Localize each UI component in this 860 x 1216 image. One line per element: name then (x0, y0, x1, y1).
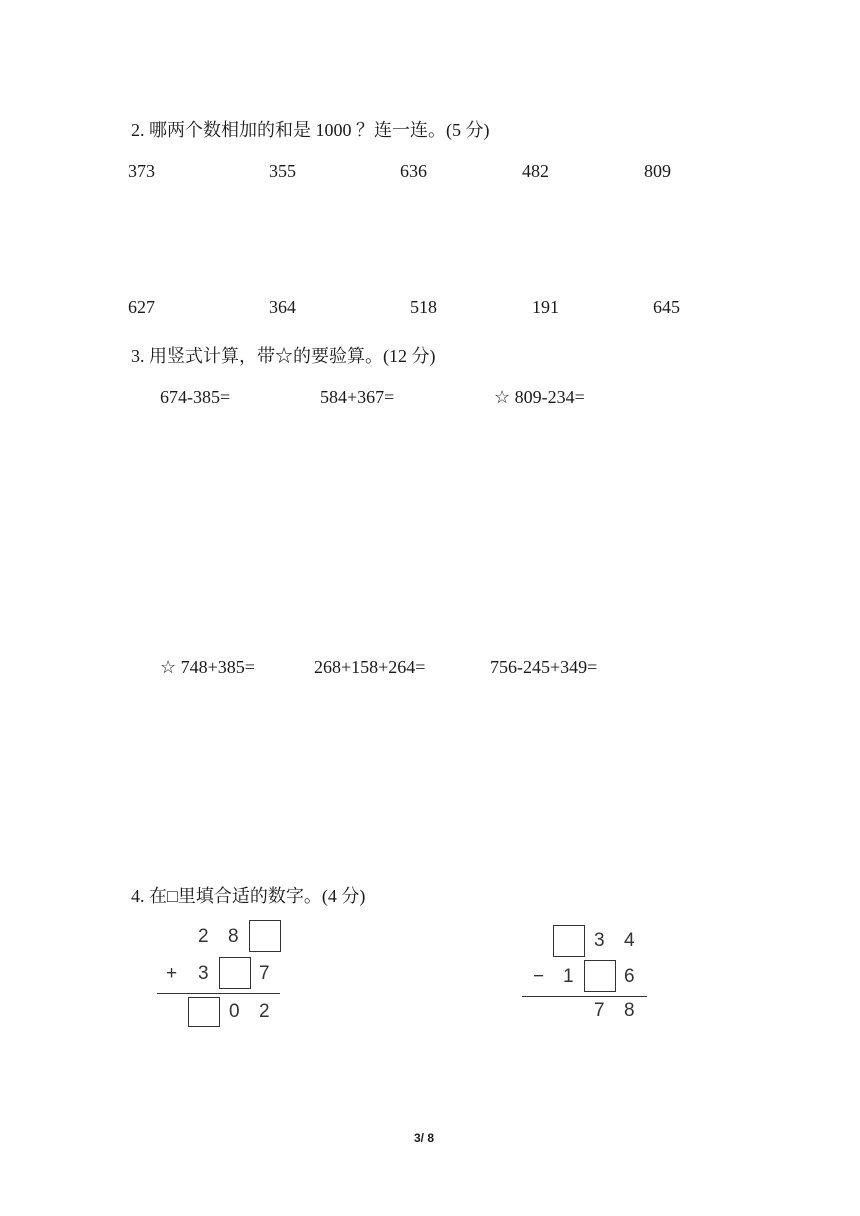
addition-digit: 0 (229, 1001, 240, 1022)
addition-blank-box-1[interactable] (249, 920, 281, 952)
calc-expression-3-starred: ☆ 809-234= (494, 387, 585, 407)
bottom-number-3[interactable]: 518 (410, 297, 437, 317)
calc-expression-5: 268+158+264= (314, 657, 426, 677)
question-4-title: 4. 在□里填合适的数字。(4 分) (131, 886, 366, 906)
addition-digit: 8 (228, 926, 239, 947)
bottom-number-1[interactable]: 627 (128, 297, 155, 317)
subtraction-blank-box-2[interactable] (584, 960, 616, 992)
top-number-1[interactable]: 373 (128, 161, 155, 181)
addition-digit: 2 (198, 926, 209, 947)
calc-expression-6: 756-245+349= (490, 657, 598, 677)
calc-expression-1: 674-385= (160, 387, 231, 407)
addition-digit: 3 (198, 963, 209, 984)
subtraction-digit: 3 (594, 930, 605, 951)
plus-sign: + (166, 963, 178, 984)
page-number: 3/ 8 (414, 1131, 435, 1145)
calc-expression-2: 584+367= (320, 387, 395, 407)
top-number-2[interactable]: 355 (269, 161, 296, 181)
top-number-3[interactable]: 636 (400, 161, 427, 181)
subtraction-digit: 8 (624, 1000, 635, 1021)
subtraction-difference-line (522, 996, 647, 997)
addition-blank-box-2[interactable] (219, 957, 251, 989)
bottom-number-5[interactable]: 645 (653, 297, 680, 317)
subtraction-digit: 6 (624, 966, 635, 987)
top-number-4[interactable]: 482 (522, 161, 549, 181)
addition-sum-line (157, 993, 280, 994)
question-2-title: 2. 哪两个数相加的和是 1000 ？连一连。(5 分) (131, 120, 490, 140)
addition-digit: 7 (259, 963, 270, 984)
bottom-number-4[interactable]: 191 (532, 297, 559, 317)
top-number-5[interactable]: 809 (644, 161, 671, 181)
subtraction-digit: 1 (563, 966, 574, 987)
bottom-number-2[interactable]: 364 (269, 297, 296, 317)
addition-blank-box-3[interactable] (188, 997, 220, 1027)
question-3-title: 3. 用竖式计算，带☆的要验算。(12 分) (131, 346, 436, 366)
minus-sign: − (533, 966, 545, 987)
subtraction-digit: 7 (594, 1000, 605, 1021)
calc-expression-4-starred: ☆ 748+385= (160, 657, 255, 677)
subtraction-digit: 4 (624, 930, 635, 951)
subtraction-blank-box-1[interactable] (553, 925, 585, 957)
addition-digit: 2 (259, 1001, 270, 1022)
